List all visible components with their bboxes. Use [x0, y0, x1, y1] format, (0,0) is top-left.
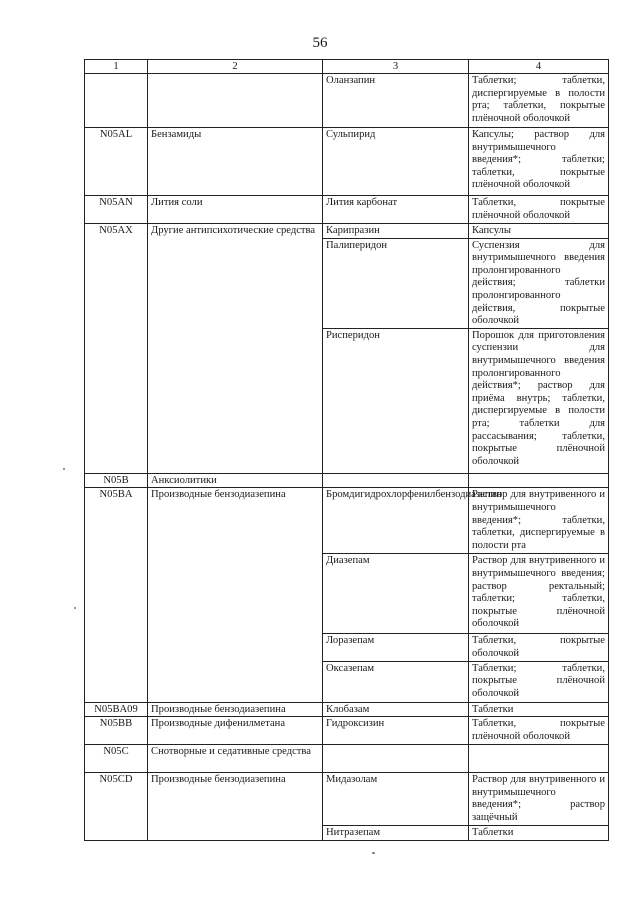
medication-table	[84, 59, 609, 841]
form-cell: Таблетки	[469, 826, 609, 841]
group-cell: Другие антипсихотические средства	[148, 224, 323, 474]
column-header-3: 3	[323, 60, 469, 74]
group-cell: Производные бензодиазепина	[148, 702, 323, 717]
column-header-1: 1	[85, 60, 148, 74]
code-cell: N05AX	[85, 224, 148, 474]
form-cell: Раствор для внутривенного и внутримышечного введения*; раствор защёчный	[469, 773, 609, 826]
table-row	[85, 224, 609, 239]
form-cell: Таблетки; таблетки, диспергируемые в полости рта; таблетки, покрытые плёночной оболочкой	[469, 74, 609, 128]
page-number: 56	[312, 35, 328, 51]
group-cell: Анксиолитики	[148, 473, 323, 488]
code-cell: N05BA09	[85, 702, 148, 717]
group-cell: Снотворные и седативные средства	[148, 745, 323, 773]
table-row	[85, 745, 609, 773]
drug-cell: Мидазолам	[323, 773, 469, 826]
form-cell: Таблетки, покрытые оболочкой	[469, 634, 609, 661]
group-cell: Бензамиды	[148, 128, 323, 196]
form-cell: Порошок для приготовления суспензии для внутримышечного введения пролонгированного действия*; раствор для приёма внутрь; таблетки, диспергируемые в полости рта; таблетки для рассасывания; таблетки, покрытые плёночной оболочкой	[469, 328, 609, 473]
code-cell: N05C	[85, 745, 148, 773]
code-cell: N05AL	[85, 128, 148, 196]
form-cell: Раствор для внутривенного и внутримышечного введения; раствор ректальный; таблетки; таблетки, покрытые плёночной оболочкой	[469, 554, 609, 634]
table-row	[85, 702, 609, 717]
drug-cell: Лоразепам	[323, 634, 469, 661]
form-cell	[469, 745, 609, 773]
column-header-4: 4	[469, 60, 609, 74]
table-body	[85, 74, 609, 841]
drug-cell: Диазепам	[323, 554, 469, 634]
drug-cell: Палиперидон	[323, 238, 469, 328]
form-cell: Таблетки	[469, 702, 609, 717]
form-cell: Таблетки, покрытые плёночной оболочкой	[469, 196, 609, 224]
drug-cell: Карипразин	[323, 224, 469, 239]
drug-cell: Бромдигидрохлорфенилбензодиазепин	[323, 488, 469, 554]
code-cell: N05B	[85, 473, 148, 488]
group-cell: Производные дифенилметана	[148, 717, 323, 745]
form-cell: Таблетки, покрытые плёночной оболочкой	[469, 717, 609, 745]
form-cell: Капсулы; раствор для внутримышечного введения*; таблетки; таблетки, покрытые плёночной оболочкой	[469, 128, 609, 196]
group-cell: Лития соли	[148, 196, 323, 224]
group-cell: Производные бензодиазепина	[148, 773, 323, 841]
drug-cell: Гидроксизин	[323, 717, 469, 745]
code-cell: N05CD	[85, 773, 148, 841]
form-cell	[469, 473, 609, 488]
drug-cell: Лития карбонат	[323, 196, 469, 224]
code-cell: N05BB	[85, 717, 148, 745]
table-row	[85, 773, 609, 826]
drug-cell	[323, 745, 469, 773]
table-row	[85, 196, 609, 224]
scan-speck	[372, 852, 375, 854]
table-row	[85, 128, 609, 196]
drug-cell	[323, 473, 469, 488]
group-cell: Производные бензодиазепина	[148, 488, 323, 702]
drug-cell: Рисперидон	[323, 328, 469, 473]
code-cell: N05AN	[85, 196, 148, 224]
drug-cell: Клобазам	[323, 702, 469, 717]
drug-cell: Сульпирид	[323, 128, 469, 196]
column-header-2: 2	[148, 60, 323, 74]
table-row	[85, 74, 609, 128]
table-row	[85, 473, 609, 488]
drug-cell: Оксазепам	[323, 661, 469, 702]
scan-speck	[74, 607, 76, 609]
drug-cell: Оланзапин	[323, 74, 469, 128]
form-cell: Капсулы	[469, 224, 609, 239]
drug-cell: Нитразепам	[323, 826, 469, 841]
form-cell: Раствор для внутривенного и внутримышечного введения*; таблетки, таблетки, диспергируемые в полости рта	[469, 488, 609, 554]
group-cell	[148, 74, 323, 128]
form-cell: Таблетки; таблетки, покрытые плёночной оболочкой	[469, 661, 609, 702]
code-cell: N05BA	[85, 488, 148, 702]
form-cell: Суспензия для внутримышечного введения пролонгированного действия; таблетки пролонгированного действия, покрытые оболочкой	[469, 238, 609, 328]
code-cell	[85, 74, 148, 128]
table-row	[85, 717, 609, 745]
table-header-row	[85, 60, 609, 74]
scan-speck	[63, 468, 65, 470]
table-row	[85, 488, 609, 554]
